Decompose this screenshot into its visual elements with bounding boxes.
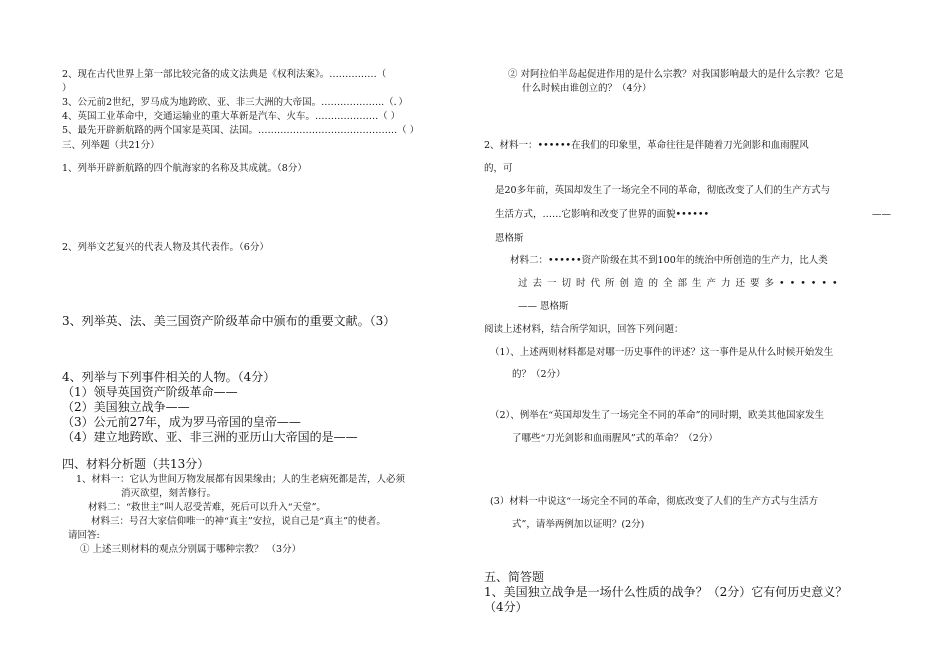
material-2: 材料二：“救世主”叫人忍受苦难，死后可以升入“天堂”。 — [88, 502, 326, 513]
question-2-author-2: —— 恩格斯 — [518, 301, 569, 312]
question-3-1: 1、列举开辟新航路的四个航海家的名称及其成就。（8分） — [62, 163, 307, 174]
question-2-sub-1-line-1: （1）、上述两则材料都是对哪一历史事件的评述？这一事件是从什么时候开始发生 — [490, 347, 834, 358]
section-5-question-1-line-2: （4分） — [484, 600, 528, 614]
material-3: 材料三：号召大家信仰唯一的神“真主”安拉，说自己是“真主”的使者。 — [91, 516, 386, 527]
question-3-2: 2、列举文艺复兴的代表人物及其代表作。（6分） — [62, 242, 269, 253]
true-false-item-5: 5、最先开辟新航路的两个国家是英国、法国。……………………………………..（ ） — [62, 125, 420, 136]
question-3-4-item-1: （1）领导英国资产阶级革命—— — [62, 385, 238, 399]
section-5-question-1-line-1: 1、美国独立战争是一场什么性质的战争？（2分）它有何历史意义？ — [484, 585, 848, 599]
question-3-3: 3、列举英、法、美三国资产阶级革命中颁布的重要文献。（3） — [62, 314, 396, 328]
section-5-title: 五、简答题 — [484, 570, 545, 584]
question-2-instruction: 阅读上述材料，结合所学知识，回答下列问题： — [484, 324, 684, 335]
true-false-item-3: 3、公元前2世纪，罗马成为地跨欧、亚、非三大洲的大帝国。………………..（．） — [62, 97, 408, 108]
true-false-item-2: 2、现在古代世界上第一部比较完备的成文法典是《权利法案》。……………（ — [62, 69, 387, 80]
sub-question-2-line-1: ② 对阿拉伯半岛起促进作用的是什么宗教？对我国影响最大的是什么宗教？它是 — [508, 69, 844, 80]
question-2-dash: —— — [872, 209, 891, 220]
question-2-sub-3-line-2: 式”，请举两例加以证明？(2分) — [512, 519, 645, 530]
question-3-4-item-2: （2）美国独立战争—— — [62, 400, 190, 414]
question-3-4-item-3: （3）公元前27年，成为罗马帝国的皇帝—— — [62, 415, 301, 429]
question-2-line-6: 材料二：••••••资产阶级在其不到100年的统治中所创造的生产力，比人类 — [510, 255, 828, 266]
answer-prompt: 请回答: — [68, 530, 100, 541]
question-2-sub-2-line-1: （2）、例举在“英国却发生了一场完全不同的革命”的同时期，欧美其他国家发生 — [490, 410, 825, 421]
question-2-line-3: 是20多年前，英国却发生了一场完全不同的革命，彻底改变了人们的生产方式与 — [495, 185, 831, 196]
question-3-4: 4、列举与下列事件相关的人物。（4分） — [62, 370, 276, 384]
material-1-line-1: 1、材料一：它认为世间万物发展都有因果缘由；人的生老病死都是苦，人必须 — [76, 474, 406, 485]
question-2-sub-2-line-2: 了哪些“刀光剑影和血雨腥风”式的革命？（2分） — [512, 433, 718, 444]
material-1-line-2: 消灭欲望，刻苦修行。 — [121, 488, 217, 499]
question-2-author-1: 恩格斯 — [495, 233, 524, 244]
sub-question-1: ① 上述三则材料的观点分别属于哪种宗教？ （3分） — [80, 544, 302, 555]
question-2-line-7: 过去一切时代所创造的全部生产力还要多•••••• — [518, 278, 843, 289]
section-3-title: 三、列举题（共21分） — [62, 140, 160, 151]
question-3-4-item-4: （4）建立地跨欧、亚、非三洲的亚历山大帝国的是—— — [62, 430, 358, 444]
question-2-sub-3-line-1: (3）材料一中说这“一场完全不同的革命，彻底改变了人们的生产方式与生活方 — [490, 496, 819, 507]
true-false-item-2-bracket: ） — [62, 83, 72, 94]
sub-question-2-line-2: 什么时候由谁创立的？（4分） — [522, 83, 652, 94]
question-2-line-2: 的，可 — [484, 163, 513, 174]
section-4-title: 四、材料分析题（共13分） — [62, 457, 210, 471]
question-2-sub-1-line-2: 的？（2分） — [512, 369, 566, 380]
true-false-item-4: 4、英国工业革命中，交通运输业的重大革新是汽车、火车。………………..（ ） — [62, 111, 401, 122]
question-2-line-4: 生活方式，……它影响和改变了世界的面貌•••••• — [495, 209, 710, 220]
question-2-line-1: 2、材料一：••••••在我们的印象里，革命往往是伴随着刀光剑影和血雨腥风 — [484, 140, 809, 151]
